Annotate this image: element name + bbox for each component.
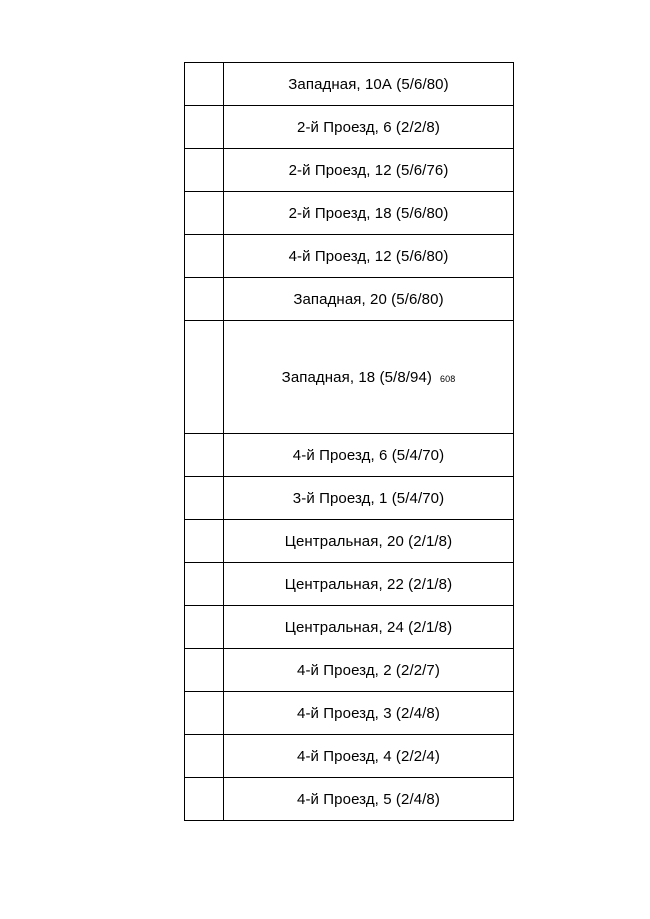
table-row (185, 63, 514, 106)
row-number-cell (185, 477, 224, 520)
address-cell: 4-й Проезд, 3 (2/4/8) (224, 692, 514, 735)
table-row (185, 278, 514, 321)
row-number-cell (185, 434, 224, 477)
row-number-cell (185, 149, 224, 192)
row-number-cell (185, 649, 224, 692)
address-cell: 4-й Проезд, 5 (2/4/8) (224, 778, 514, 821)
table-row (185, 606, 514, 649)
table-row (185, 563, 514, 606)
address-cell: 4-й Проезд, 2 (2/2/7) (224, 649, 514, 692)
table-row (185, 735, 514, 778)
row-number-cell (185, 278, 224, 321)
table-row (185, 778, 514, 821)
row-number-cell (185, 235, 224, 278)
table-row (185, 477, 514, 520)
table-row (185, 149, 514, 192)
address-cell: 2-й Проезд, 12 (5/6/76) (224, 149, 514, 192)
row-number-cell (185, 106, 224, 149)
table-row (185, 649, 514, 692)
table-row (185, 192, 514, 235)
row-number-cell (185, 735, 224, 778)
table-row (185, 520, 514, 563)
address-table (184, 62, 514, 821)
row-number-cell (185, 606, 224, 649)
row-number-cell (185, 778, 224, 821)
row-number-cell (185, 563, 224, 606)
table-row (185, 235, 514, 278)
row-number-cell (185, 692, 224, 735)
table-row (185, 106, 514, 149)
table-row (185, 434, 514, 477)
address-cell: Центральная, 22 (2/1/8) (224, 563, 514, 606)
address-cell: 2-й Проезд, 6 (2/2/8) (224, 106, 514, 149)
row-number-cell (185, 63, 224, 106)
address-cell: Центральная, 24 (2/1/8) (224, 606, 514, 649)
address-cell: 4-й Проезд, 4 (2/2/4) (224, 735, 514, 778)
row-number-cell (185, 520, 224, 563)
address-cell: Западная, 20 (5/6/80) (224, 278, 514, 321)
address-cell (224, 321, 514, 434)
address-cell: 2-й Проезд, 18 (5/6/80) (224, 192, 514, 235)
table-row (185, 321, 514, 434)
address-cell: 4-й Проезд, 12 (5/6/80) (224, 235, 514, 278)
address-cell: 3-й Проезд, 1 (5/4/70) (224, 477, 514, 520)
table-row (185, 692, 514, 735)
address-text: Западная, 18 (5/8/94) (281, 368, 433, 386)
address-cell: Центральная, 20 (2/1/8) (224, 520, 514, 563)
address-cell: 4-й Проезд, 6 (5/4/70) (224, 434, 514, 477)
row-number-cell (185, 321, 224, 434)
row-number-cell (185, 192, 224, 235)
address-cell: Западная, 10А (5/6/80) (224, 63, 514, 106)
margin-note: 608 (440, 373, 456, 384)
